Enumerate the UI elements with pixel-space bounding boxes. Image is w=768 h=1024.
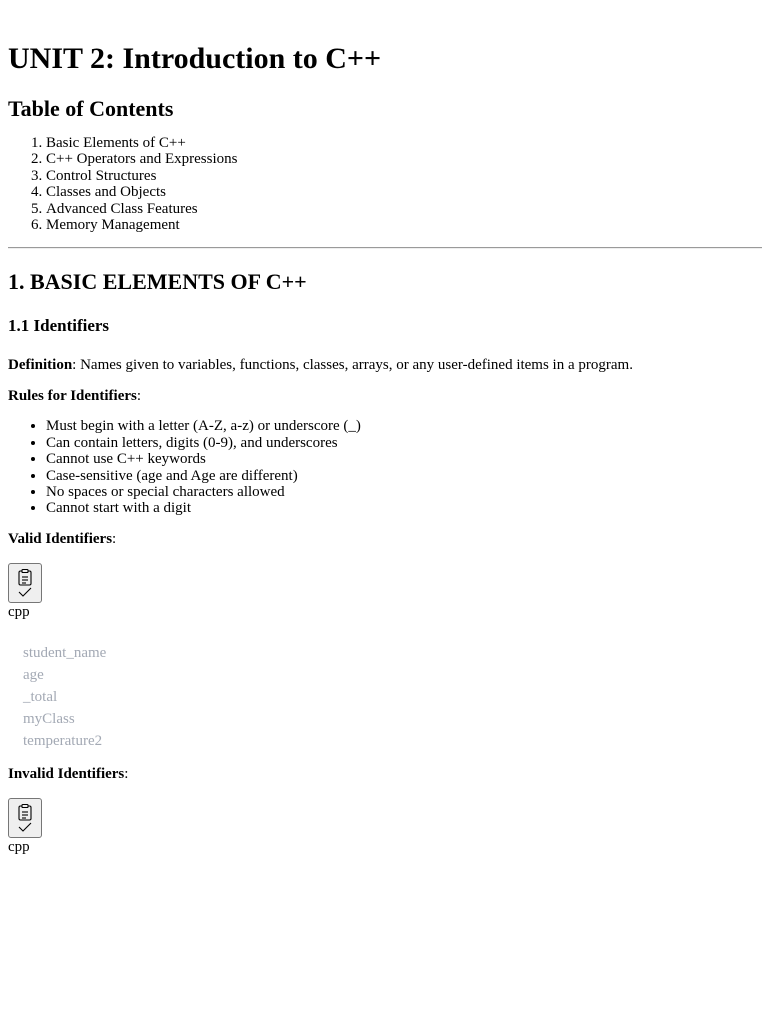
valid-label-suffix: : bbox=[112, 530, 117, 547]
rule-item: • Cannot start with a digit bbox=[46, 500, 762, 516]
toc-item[interactable]: 5. Advanced Class Features bbox=[46, 201, 762, 217]
subsection-heading: 1.1 Identifiers bbox=[8, 316, 110, 336]
code-line: myClass bbox=[23, 710, 75, 727]
code-line: age bbox=[23, 666, 44, 683]
toc-item[interactable]: 2. C++ Operators and Expressions bbox=[46, 151, 762, 167]
valid-code-block bbox=[23, 642, 762, 752]
document-page bbox=[8, 0, 762, 855]
rules-list bbox=[8, 418, 762, 516]
toc-item[interactable]: 1. Basic Elements of C++ bbox=[46, 135, 762, 151]
invalid-label: Invalid Identifiers bbox=[8, 765, 125, 782]
rule-item: • Case-sensitive (age and Age are different) bbox=[46, 468, 762, 484]
definition-label: Definition bbox=[8, 357, 73, 374]
toc-item[interactable]: 3. Control Structures bbox=[46, 168, 762, 184]
rule-item: • Must begin with a letter (A-Z, a-z) or underscore (_) bbox=[46, 418, 762, 434]
toc-item[interactable]: 4. Classes and Objects bbox=[46, 184, 762, 200]
rule-item: • Cannot use C++ keywords bbox=[46, 451, 762, 467]
code-language-label: cpp bbox=[8, 603, 30, 620]
clipboard-check-icon bbox=[16, 568, 34, 598]
toc-list bbox=[8, 135, 762, 233]
rules-label: Rules for Identifiers bbox=[8, 388, 137, 405]
invalid-label-suffix: : bbox=[124, 765, 129, 782]
clipboard-check-icon bbox=[16, 803, 34, 833]
toc-heading: Table of Contents bbox=[8, 96, 174, 121]
invalid-label-paragraph bbox=[8, 765, 762, 783]
valid-label: Valid Identifiers bbox=[8, 530, 113, 547]
copy-code-button[interactable] bbox=[8, 798, 42, 838]
valid-label-paragraph bbox=[8, 530, 762, 548]
code-line: student_name bbox=[23, 644, 107, 661]
page-title: UNIT 2: Introduction to C++ bbox=[8, 42, 382, 75]
rule-item: • No spaces or special characters allowed bbox=[46, 484, 762, 500]
rules-label-suffix: : bbox=[136, 388, 142, 405]
section-divider bbox=[8, 247, 762, 249]
code-line: _total bbox=[23, 688, 58, 705]
code-line: temperature2 bbox=[23, 732, 103, 749]
definition-paragraph bbox=[8, 356, 762, 374]
toc-item[interactable]: 6. Memory Management bbox=[46, 217, 762, 233]
definition-text: : Names given to variables, functions, classes, arrays, or any user-defined items in a program. bbox=[72, 357, 633, 374]
code-language-label: cpp bbox=[8, 838, 30, 855]
section-heading: 1. BASIC ELEMENTS OF C++ bbox=[8, 269, 307, 295]
rules-label-paragraph bbox=[8, 387, 762, 405]
copy-code-button[interactable] bbox=[8, 563, 42, 603]
rule-item: • Can contain letters, digits (0-9), and underscores bbox=[46, 435, 762, 451]
